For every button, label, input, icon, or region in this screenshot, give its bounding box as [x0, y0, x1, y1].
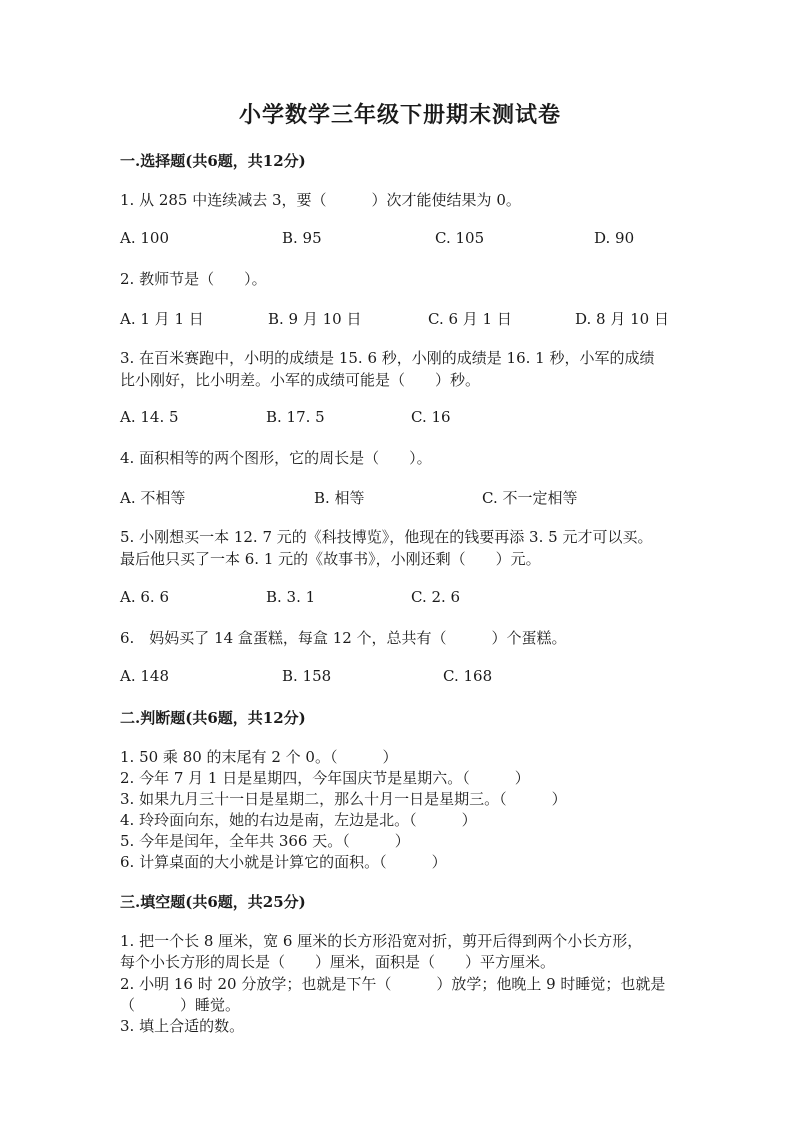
question-3-line-1: 3. 在百米赛跑中，小明的成绩是 15. 6 秒，小刚的成绩是 16. 1 秒，小军的成绩	[120, 349, 655, 367]
q4-option-a: A. 不相等	[120, 489, 186, 507]
q3-option-a: A. 14. 5	[120, 408, 179, 426]
judge-item-5: 5. 今年是闰年，全年共 366 天。（ ）	[120, 832, 410, 850]
question-4-text: 4. 面积相等的两个图形，它的周长是（ ）。	[120, 449, 432, 467]
question-6-text: 6. 妈妈买了 14 盒蛋糕，每盒 12 个，总共有（ ）个蛋糕。	[120, 629, 567, 647]
fill-question-2-line-1: 2. 小明 16 时 20 分放学；也就是下午（ ）放学；他晚上 9 时睡觉；也就是	[120, 975, 666, 993]
question-2-text: 2. 教师节是（ ）。	[120, 270, 267, 288]
q5-option-c: C. 2. 6	[411, 588, 461, 606]
q4-option-c: C. 不一定相等	[482, 489, 578, 507]
judge-item-3: 3. 如果九月三十一日是星期二，那么十月一日是星期三。（ ）	[120, 790, 567, 808]
judge-item-6: 6. 计算桌面的大小就是计算它的面积。（ ）	[120, 853, 447, 871]
q4-option-b: B. 相等	[314, 489, 365, 507]
fill-question-1-line-2: 每个小长方形的周长是（ ）厘米，面积是（ ）平方厘米。	[120, 953, 556, 971]
fill-question-3-text: 3. 填上合适的数。	[120, 1017, 245, 1035]
q2-option-a: A. 1 月 1 日	[120, 310, 204, 328]
q3-option-c: C. 16	[411, 408, 451, 426]
section-judge-title: 二.判断题(共6题，共12分)	[120, 709, 306, 727]
section-fill-title: 三.填空题(共6题，共25分)	[120, 893, 306, 911]
q2-option-c: C. 6 月 1 日	[428, 310, 512, 328]
question-1-text: 1. 从 285 中连续减去 3，要（ ）次才能使结果为 0。	[120, 191, 521, 209]
q6-option-a: A. 148	[120, 667, 169, 685]
q3-option-b: B. 17. 5	[266, 408, 325, 426]
q5-option-b: B. 3. 1	[266, 588, 316, 606]
question-5-line-2: 最后他只买了一本 6. 1 元的《故事书》，小刚还剩（ ）元。	[120, 550, 541, 568]
q1-option-c: C. 105	[435, 229, 485, 247]
judge-item-4: 4. 玲玲面向东，她的右边是南，左边是北。（ ）	[120, 811, 477, 829]
question-3-line-2: 比小刚好，比小明差。小军的成绩可能是（ ）秒。	[120, 371, 481, 389]
q6-option-c: C. 168	[443, 667, 493, 685]
judge-item-1: 1. 50 乘 80 的末尾有 2 个 0。（ ）	[120, 748, 398, 766]
q2-option-b: B. 9 月 10 日	[268, 310, 362, 328]
question-5-line-1: 5. 小刚想买一本 12. 7 元的《科技博览》，他现在的钱要再添 3. 5 元才可以买。	[120, 528, 653, 546]
q1-option-a: A. 100	[120, 229, 169, 247]
q1-option-b: B. 95	[282, 229, 322, 247]
section-choice-title: 一.选择题(共6题，共12分)	[120, 152, 306, 170]
fill-question-2-line-2: （ ）睡觉。	[120, 996, 241, 1014]
q5-option-a: A. 6. 6	[120, 588, 169, 606]
q2-option-d: D. 8 月 10 日	[575, 310, 669, 328]
q1-option-d: D. 90	[594, 229, 635, 247]
judge-item-2: 2. 今年 7 月 1 日是星期四，今年国庆节是星期六。（ ）	[120, 769, 530, 787]
fill-question-1-line-1: 1. 把一个长 8 厘米，宽 6 厘米的长方形沿宽对折，剪开后得到两个小长方形，	[120, 932, 643, 950]
q6-option-b: B. 158	[282, 667, 332, 685]
page-title: 小学数学三年级下册期末测试卷	[238, 102, 561, 128]
